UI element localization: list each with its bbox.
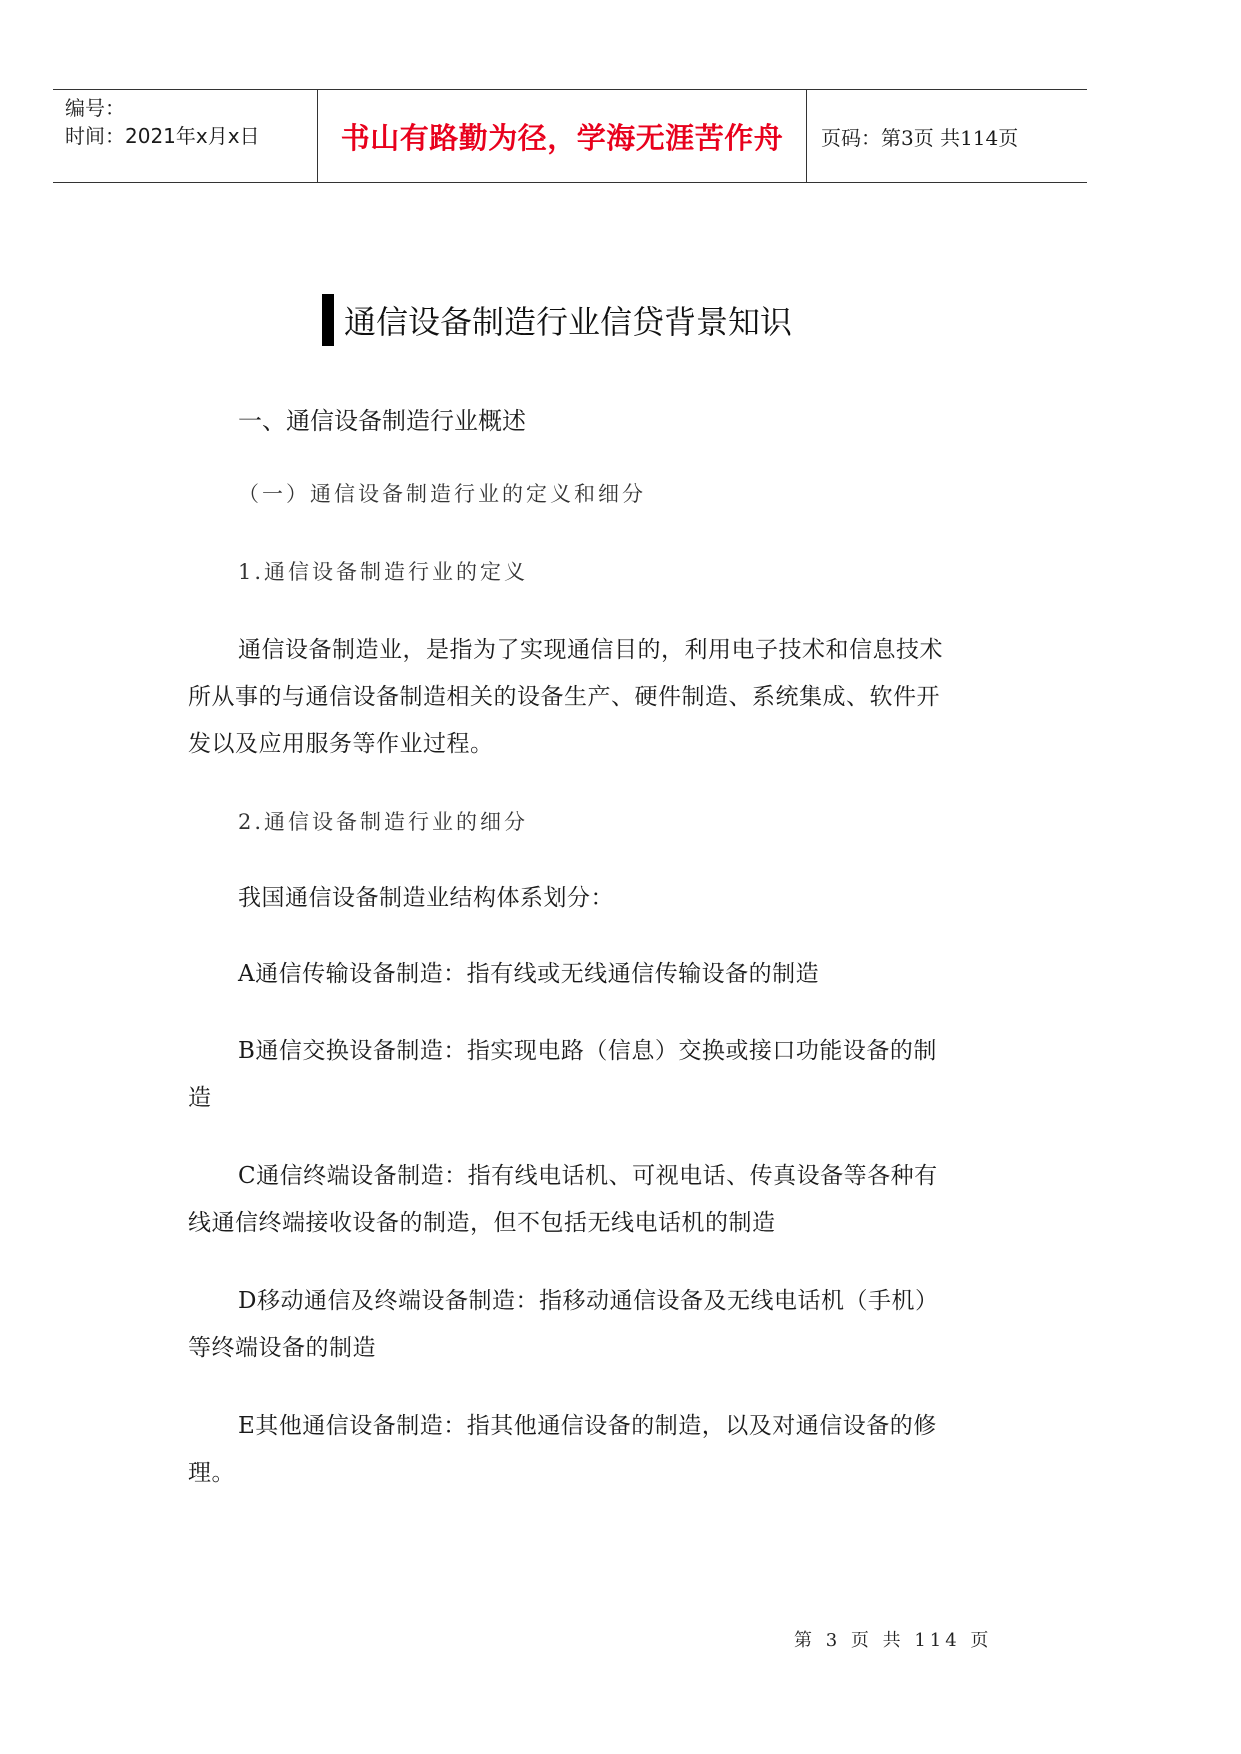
page-header (53, 89, 1087, 183)
item1-heading: 1.通信设备制造行业的定义 (238, 560, 529, 584)
category-c: C通信终端设备制造：指有线电话机、可视电话、传真设备等各种有线通信终端接收设备的制造，但不包括无线电话机的制造 (188, 1163, 938, 1236)
header-motto: 书山有路勤为径，学海无涯苦作舟 (317, 90, 807, 182)
item1-paragraph: 通信设备制造业，是指为了实现通信目的，利用电子技术和信息技术所从事的与通信设备制造相关的设备生产、硬件制造、系统集成、软件开发以及应用服务等作业过程。 (188, 637, 943, 757)
page-footer: 第 3 页 共 114 页 (794, 1630, 993, 1651)
item2-heading: 2.通信设备制造行业的细分 (238, 810, 529, 834)
category-d: D移动通信及终端设备制造：指移动通信设备及无线电话机（手机）等终端设备的制造 (188, 1288, 939, 1361)
category-a: A通信传输设备制造：指有线或无线通信传输设备的制造 (238, 961, 820, 987)
title-marker-bar (322, 294, 334, 346)
header-number-label: 编号： (65, 96, 125, 120)
document-title: 通信设备制造行业信贷背景知识 (344, 303, 793, 341)
category-b: B通信交换设备制造：指实现电路（信息）交换或接口功能设备的制造 (188, 1038, 937, 1111)
item2-intro: 我国通信设备制造业结构体系划分： (238, 885, 614, 911)
header-meta (53, 90, 317, 182)
section-heading: 一、通信设备制造行业概述 (238, 407, 526, 435)
category-e: E其他通信设备制造：指其他通信设备的制造，以及对通信设备的修理。 (188, 1413, 937, 1486)
header-page-label: 页码：第3页 共114页 (821, 125, 1019, 150)
document-title-row (322, 294, 792, 346)
subsection-heading: （一）通信设备制造行业的定义和细分 (238, 482, 646, 506)
header-time-label: 时间：2021年x月x日 (65, 124, 260, 148)
